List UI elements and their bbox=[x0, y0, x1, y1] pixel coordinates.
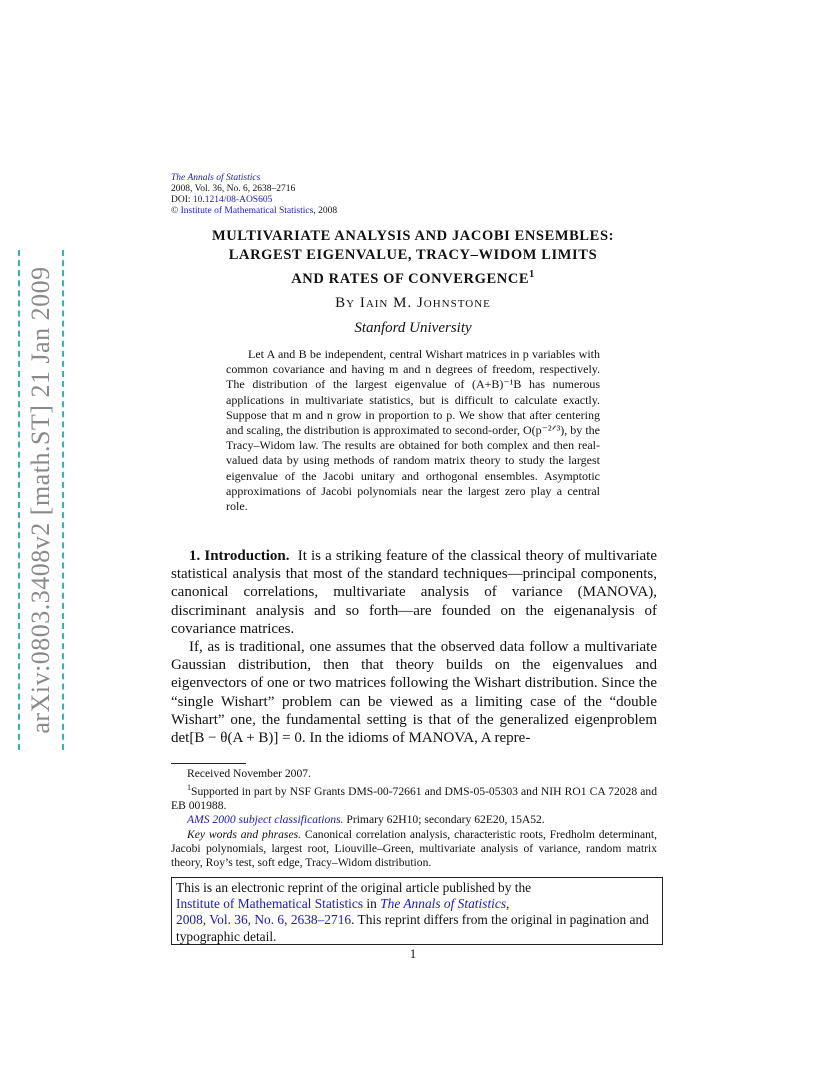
title-line-3 bbox=[170, 265, 656, 289]
footnote-divider bbox=[171, 763, 246, 764]
arxiv-sidebar bbox=[18, 250, 64, 750]
introduction-section bbox=[171, 547, 657, 747]
abstract: Let A and B be independent, central Wishart matrices in p variables with common covariance and having m and n degrees of freedom, respectively. The distribution of the largest eigenvalue of (A+B)⁻¹B has numerous applications in multivariate statistics, but is difficult to calculate exactly. Suppose that m and n grow in proportion to p. We show that after centering and scaling, the distribution is approximated to second-order, O(p⁻²ᐟ³), by the Tracy–Widom law. The results are obtained for both complex and then real-valued data by using methods of random matrix theory to study the largest eigenvalue of the Jacobi unitary and orthogonal ensembles. Asymptotic approximations of Jacobi polynomials near the largest zero play a central role. bbox=[226, 347, 600, 514]
volume-reprint-link[interactable]: 2008, Vol. 36, No. 6, 2638–2716 bbox=[176, 912, 352, 928]
intro-paragraph-1-text: It is a striking feature of the classical theory of multivariate statistical analysis that most of the standard techniques—principal components, canonical correlations, multivariate analysis of variance (MANOVA), discriminant analysis and so forth—are founded on the eigenanalysis of covariance matrices. bbox=[171, 548, 657, 637]
reprint-notice-box bbox=[171, 877, 663, 945]
reprint-text-2: in bbox=[363, 896, 381, 912]
copyright-year: , 2008 bbox=[313, 206, 338, 216]
doi-label: DOI: bbox=[171, 195, 193, 205]
keywords-label: Key words and phrases. bbox=[187, 827, 302, 841]
journal-header bbox=[171, 173, 337, 217]
journal-volume: 2008, Vol. 36, No. 6, 2638–2716 bbox=[171, 184, 296, 194]
page-number: 1 bbox=[409, 947, 417, 961]
section-heading: 1. Introduction. bbox=[189, 548, 290, 564]
reprint-text-3: , bbox=[506, 896, 510, 912]
ims-link[interactable]: Institute of Mathematical Statistics bbox=[180, 206, 314, 216]
title-footnote-mark[interactable]: 1 bbox=[529, 269, 535, 280]
keywords bbox=[171, 828, 657, 871]
ams-classification-text: Primary 62H10; secondary 62E20, 15A52. bbox=[343, 813, 545, 827]
ams-classification-link[interactable]: AMS 2000 subject classifications. bbox=[187, 813, 344, 827]
support-footnote-text: Supported in part by NSF Grants DMS-00-72661 and DMS-05-05303 and NIH RO1 CA 72028 and EB 001988. bbox=[171, 785, 657, 813]
intro-paragraph-2: If, as is traditional, one assumes that the observed data follow a multivariate Gaussian distribution, then that theory builds on the eigenvalues and eigenvectors of one or two matrices following the Wishart distribution. Since the “single Wishart” problem can be viewed as a limiting case of the “double Wishart” one, the fundamental setting is that of the generalized eigenproblem det[B − θ(A + B)] = 0. In the idioms of MANOVA, A repre- bbox=[171, 639, 657, 747]
title-line-1: MULTIVARIATE ANALYSIS AND JACOBI ENSEMBLES: bbox=[211, 228, 615, 244]
footnotes bbox=[171, 767, 657, 870]
paper-title bbox=[170, 227, 656, 289]
doi-line bbox=[171, 195, 337, 206]
copyright-line bbox=[171, 206, 337, 217]
doi-link[interactable]: 10.1214/08-AOS605 bbox=[192, 195, 273, 205]
title-line-2: LARGEST EIGENVALUE, TRACY–WIDOM LIMITS bbox=[228, 247, 598, 263]
received-date: Received November 2007. bbox=[187, 767, 311, 780]
copyright-symbol: © bbox=[171, 206, 179, 216]
ams-classification bbox=[171, 813, 657, 827]
support-footnote-mark: 1 bbox=[187, 783, 191, 793]
arxiv-identifier-stamp: arXiv:0803.3408v2 [math.ST] 21 Jan 2009 bbox=[18, 250, 64, 750]
title-line-3-text: AND RATES OF CONVERGENCE bbox=[291, 270, 530, 287]
ims-reprint-link[interactable]: Institute of Mathematical Statistics bbox=[176, 896, 364, 912]
support-footnote bbox=[171, 781, 657, 813]
author-affiliation: Stanford University bbox=[354, 320, 472, 336]
keywords-text: Canonical correlation analysis, characteristic roots, Fredholm determinant, Jacobi polynomials, largest root, Liouville–Green, multivariate analysis of variance, random matrix theory, Roy’s test, soft edge, Tracy–Widom distribution. bbox=[171, 827, 657, 870]
reprint-text-4: . This reprint differs from the original in pagination and typographic detail. bbox=[176, 912, 649, 944]
reprint-text-1: This is an electronic reprint of the original article published by the bbox=[176, 880, 532, 895]
journal-name-link[interactable]: The Annals of Statistics bbox=[171, 173, 261, 183]
intro-paragraph-1 bbox=[171, 547, 657, 638]
annals-reprint-link[interactable]: The Annals of Statistics bbox=[380, 896, 507, 912]
author-name: By Iain M. Johnstone bbox=[335, 295, 491, 311]
